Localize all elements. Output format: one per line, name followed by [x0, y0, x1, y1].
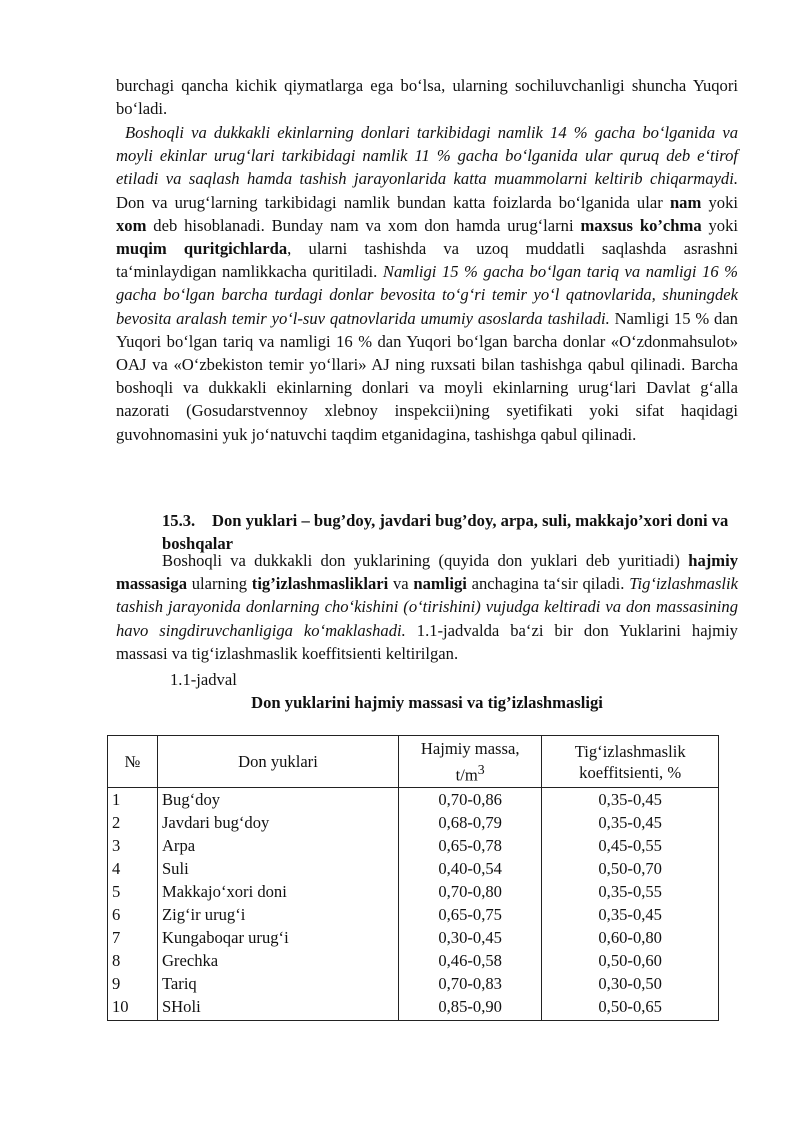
table-label: 1.1-jadval [170, 670, 237, 689]
cell-coefficient: 0,35-0,45 [542, 811, 719, 834]
cell-coefficient: 0,50-0,60 [542, 949, 719, 972]
paragraph-text: burchagi qancha kichik qiymatlarga ega bo‘lsa, ularning sochiluvchanligi shuncha Yuqori bo‘ladi. [116, 76, 738, 119]
paragraph-text: deb hisoblanadi. Bunday nam va xom don hamda urug‘larni [146, 215, 581, 235]
paragraph-text: Namligi 15 % dan Yuqori bo‘lgan tariq va namligi 16 % dan Yuqori bo‘lgan barcha donlar «O‘zdonmahsulot» OAJ va «O‘zbekiston temir yo‘llari» AJ ning ruxsati bilan tashishga qabul qilinadi. Barcha boshoqli va dukkakli ekinlarning donlari va moyli ekinlarning urug‘lari Davlat g‘alla nazorati (Gosudarstvennoy xlebnoy inspekcii)ning syetifikati yoki sifat haqidagi guvohnomasini yuk jo‘natuvchi taqdim etganidagina, tashishga qabul qilinadi. [116, 308, 738, 444]
table-row [108, 995, 719, 1021]
cell-number: 4 [108, 857, 158, 880]
paragraph-text: ularning [187, 574, 252, 594]
paragraph-text: , ularni tashishda va uzoq muddatli saqlashda asrashni ta‘minlaydigan namlikkacha quritiladi. [116, 239, 738, 282]
cell-coefficient: 0,50-0,70 [542, 857, 719, 880]
cell-number: 3 [108, 834, 158, 857]
cell-coefficient: 0,60-0,80 [542, 926, 719, 949]
cell-number: 10 [108, 995, 158, 1021]
paragraph-text: 1.1-jadvalda ba‘zi bir don Yuklarini hajmiy massasi va tig‘izlashmaslik koeffitsienti keltirilgan. [116, 620, 738, 663]
table-row [108, 880, 719, 903]
cell-number: 7 [108, 926, 158, 949]
cell-name: Bug‘doy [157, 788, 398, 812]
cell-coefficient: 0,45-0,55 [542, 834, 719, 857]
header-name: Don yuklari [157, 736, 398, 788]
grain-table [107, 735, 719, 1021]
cell-mass: 0,85-0,90 [398, 995, 541, 1021]
header-coef-label: Tig‘izlashmaslik [574, 741, 686, 761]
table-row [108, 926, 719, 949]
cell-number: 5 [108, 880, 158, 903]
cell-mass: 0,70-0,86 [398, 788, 541, 812]
bold-term: hajmiy massasiga [116, 551, 738, 594]
cell-name: Tariq [157, 972, 398, 995]
section-title: Don yuklari – bug’doy, javdari bug’doy, arpa, suli, makkajo’xori doni va boshqalar [162, 511, 729, 554]
cell-coefficient: 0,35-0,45 [542, 903, 719, 926]
cell-name: Javdari bug‘doy [157, 811, 398, 834]
cell-coefficient: 0,50-0,65 [542, 995, 719, 1021]
paragraph-text: va [388, 574, 414, 594]
bold-term: muqim quritgichlarda [116, 239, 288, 259]
table-row [108, 857, 719, 880]
cell-name: Kungaboqar urug‘i [157, 926, 398, 949]
cell-name: Zig‘ir urug‘i [157, 903, 398, 926]
cell-name: Grechka [157, 949, 398, 972]
table-title: Don yuklarini hajmiy massasi va tig’izlashmasligi [251, 693, 603, 712]
table-header-row [108, 736, 719, 788]
header-mass [398, 736, 541, 788]
paragraph-text: yoki [701, 192, 738, 212]
cell-coefficient: 0,35-0,45 [542, 788, 719, 812]
table-row [108, 788, 719, 812]
italic-text: Tig‘izlashmaslik tashish jarayonida donlarning cho‘kishini (o‘tirishini) vujudga keltiradi va don massasining havo singdiruvchanligiga ko‘maklashadi. [116, 574, 738, 640]
table-row [108, 811, 719, 834]
cell-number: 1 [108, 788, 158, 812]
header-coefficient [542, 736, 719, 788]
cell-mass: 0,46-0,58 [398, 949, 541, 972]
cell-mass: 0,68-0,79 [398, 811, 541, 834]
cell-mass: 0,30-0,45 [398, 926, 541, 949]
header-mass-unit: t/m [455, 765, 478, 785]
cell-mass: 0,70-0,83 [398, 972, 541, 995]
paragraph-text: Boshoqli va dukkakli don yuklarining (quyida don yuklari deb yuritiadi) [162, 551, 689, 570]
table-row [108, 903, 719, 926]
header-mass-label: Hajmiy massa, [420, 738, 520, 758]
cell-number: 6 [108, 903, 158, 926]
bold-term: maxsus ko’chma [580, 215, 702, 235]
paragraph-text: yoki [701, 215, 738, 235]
italic-text: Boshoqli va dukkakli ekinlarning donlari tarkibidagi namlik 14 % gacha bo‘lganida va moyli ekinlar urug‘lari tarkibidagi namlik 11 % gacha bo‘lganida ular quruq deb e‘tirof etiladi va saqlash hamda tashish jarayonlarida katta muammolarni keltirib chiqarmaydi. [116, 123, 738, 189]
header-number: № [108, 736, 158, 788]
table-row [108, 972, 719, 995]
cell-name: Arpa [157, 834, 398, 857]
paragraph-namlik [116, 121, 738, 446]
cell-coefficient: 0,35-0,55 [542, 880, 719, 903]
bold-term: tig’izlashmasliklari [251, 574, 389, 594]
cell-mass: 0,65-0,78 [398, 834, 541, 857]
bold-term: xom [116, 215, 147, 235]
section-number: 15.3. [162, 511, 196, 530]
cell-coefficient: 0,30-0,50 [542, 972, 719, 995]
cell-number: 8 [108, 949, 158, 972]
cell-number: 2 [108, 811, 158, 834]
cell-name: SHoli [157, 995, 398, 1021]
cell-mass: 0,40-0,54 [398, 857, 541, 880]
cell-name: Makkajo‘xori doni [157, 880, 398, 903]
header-mass-sup: 3 [477, 761, 485, 777]
cell-mass: 0,65-0,75 [398, 903, 541, 926]
bold-term: namligi [413, 574, 467, 594]
paragraph-sochiluvchanlik [116, 74, 738, 120]
table-row [108, 834, 719, 857]
table-row [108, 949, 719, 972]
paragraph-text: anchagina ta‘sir qiladi. [466, 574, 630, 594]
cell-name: Suli [157, 857, 398, 880]
cell-mass: 0,70-0,80 [398, 880, 541, 903]
paragraph-don-yuklari [116, 549, 738, 665]
header-coef-unit: koeffitsienti, % [579, 762, 682, 782]
bold-term: nam [669, 192, 702, 212]
cell-number: 9 [108, 972, 158, 995]
paragraph-text: Don va urug‘larning tarkibidagi namlik bundan katta foizlarda bo‘lganida ular [116, 192, 670, 212]
italic-text: Namligi 15 % gacha bo‘lgan tariq va namligi 16 % gacha bo‘lgan barcha turdagi donlar bevosita to‘g‘ri temir yo‘l qatnovlarida, shuningdek bevosita aralash temir yo‘l-suv qatnovlarida umumiy asoslarda tashiladi. [116, 262, 738, 328]
